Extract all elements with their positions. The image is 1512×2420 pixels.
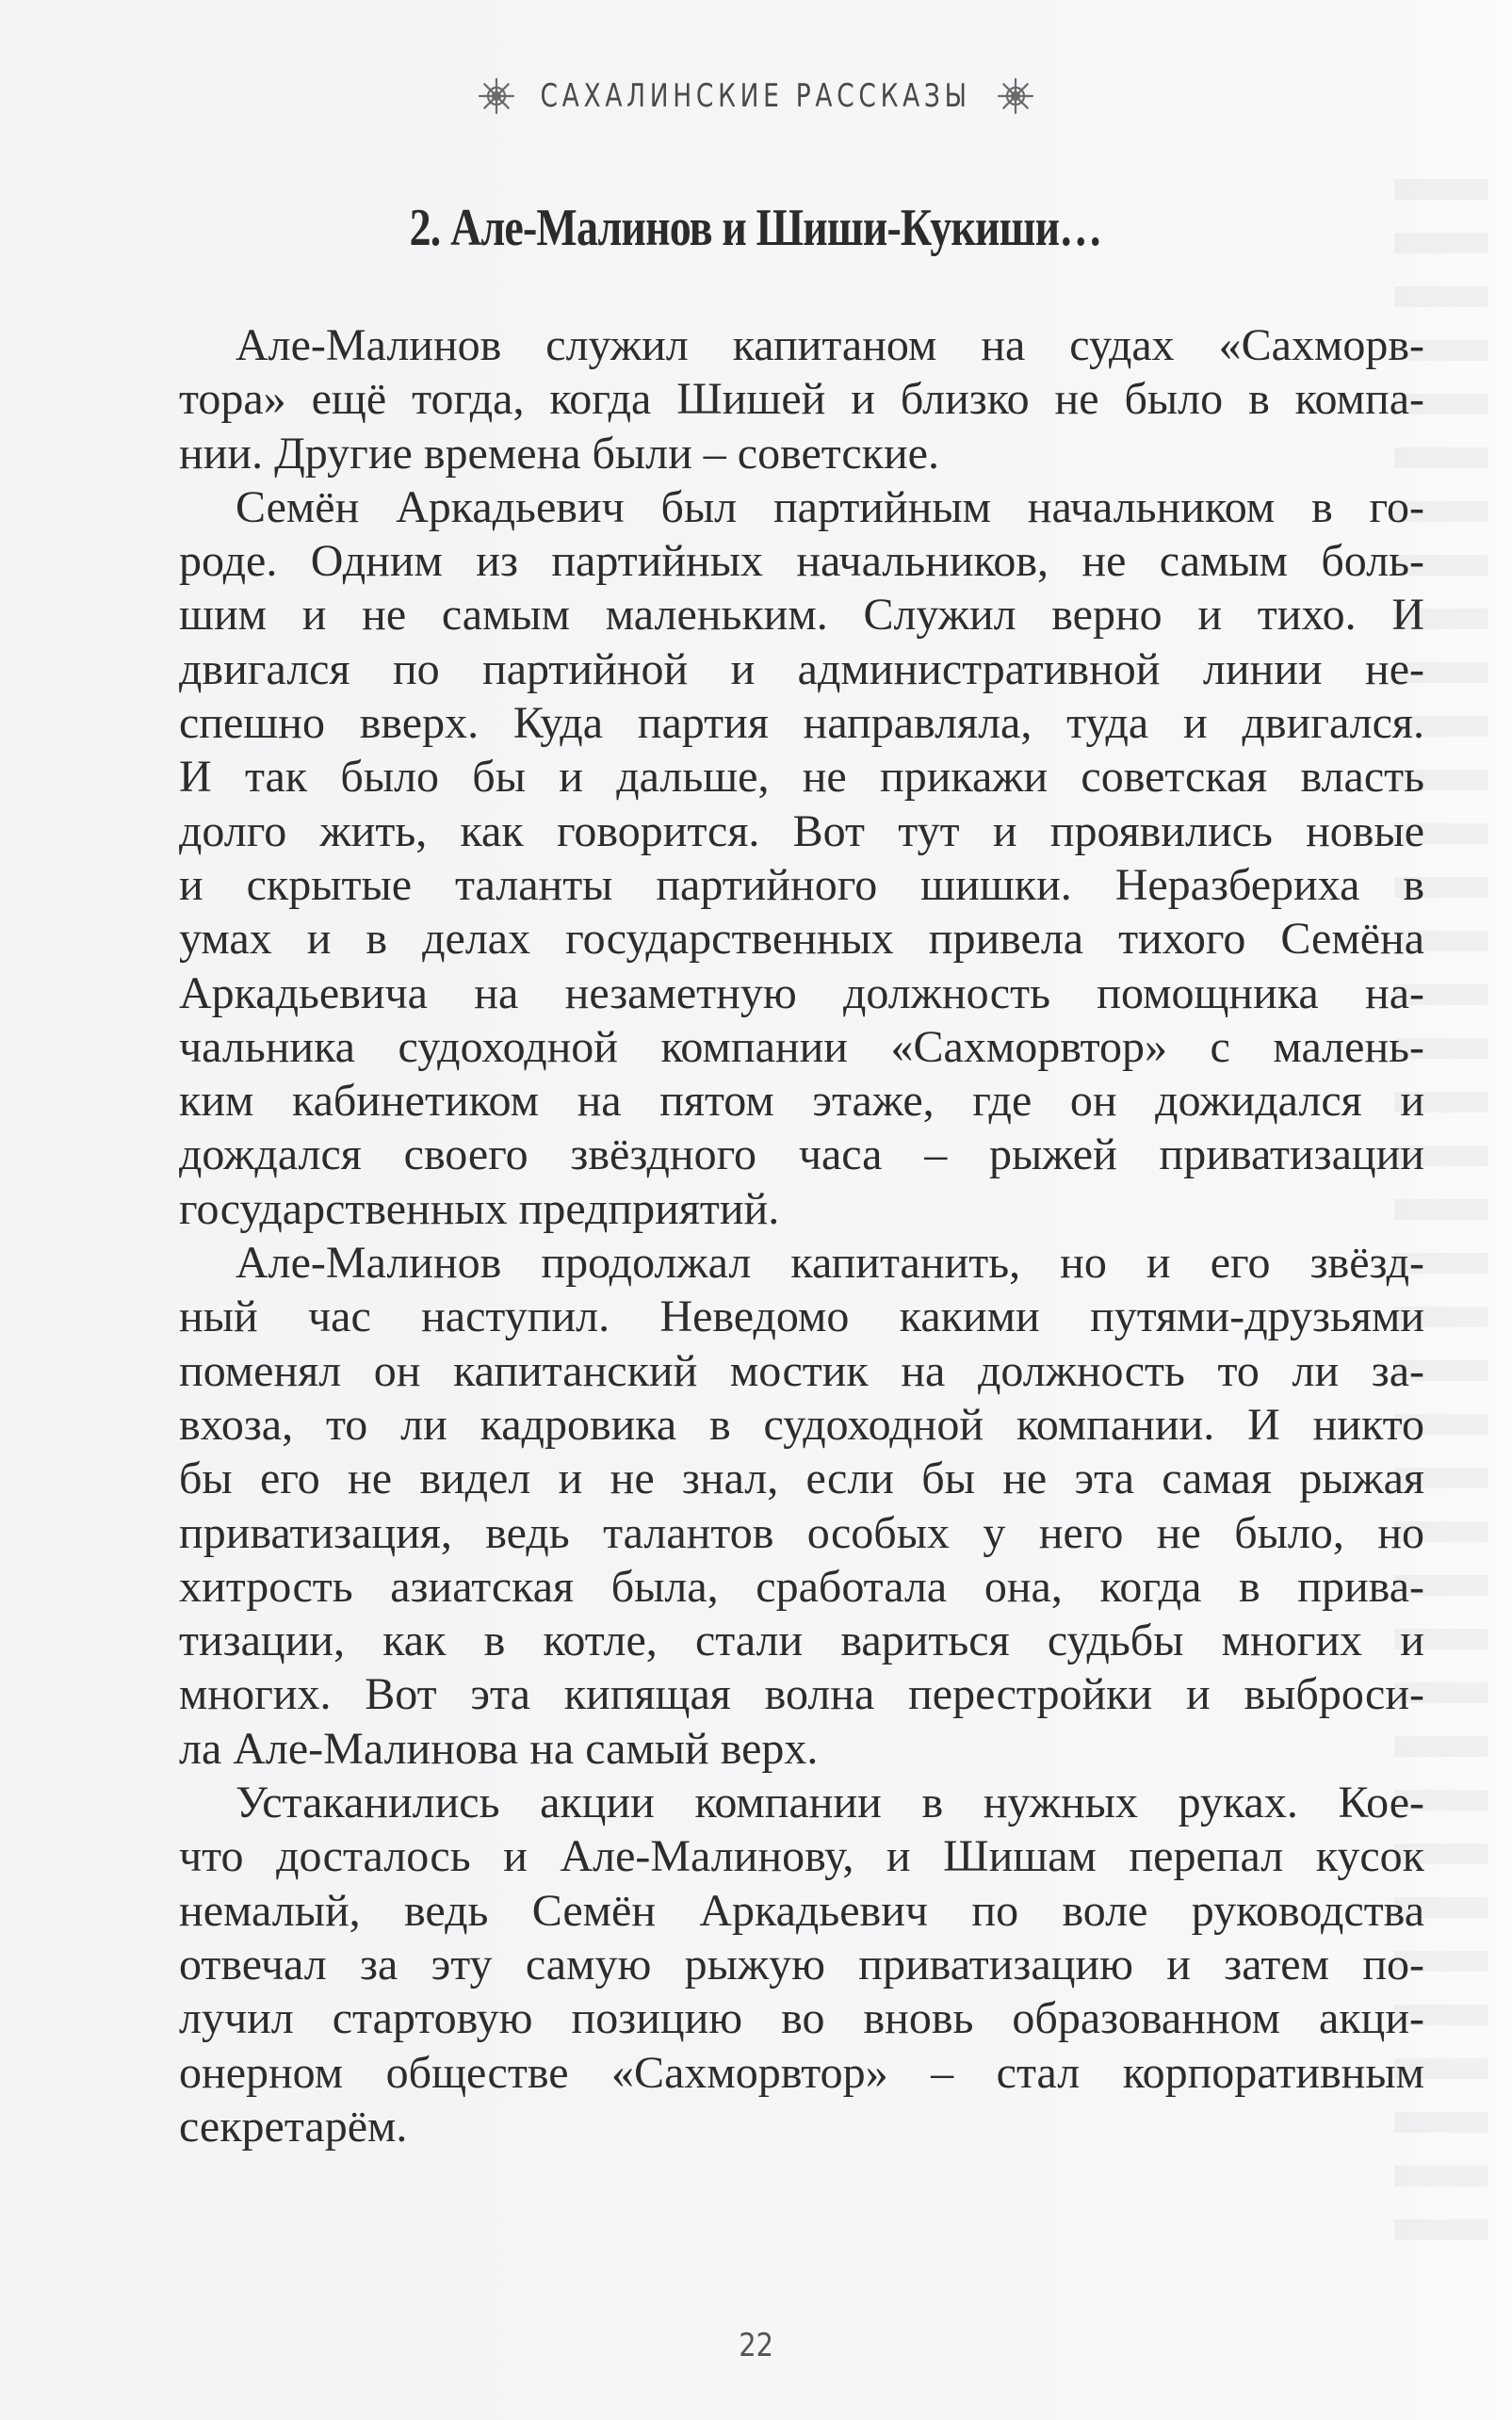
text-line: роде. Одним из партийных начальников, не самым боль- <box>179 536 1424 587</box>
text-line: Семён Аркадьевич был партийным начальником в го- <box>236 481 1424 532</box>
chapter-title <box>0 198 1512 258</box>
text-line: тора» ещё тогда, когда Шишей и близко не было в компа- <box>179 374 1424 425</box>
text-line: Устаканились акции компании в нужных руках. Кое- <box>236 1778 1424 1828</box>
text-line: нии. Другие времена были – советские. <box>179 428 939 479</box>
text-line: тизации, как в котле, стали вариться судьбы многих и <box>179 1616 1424 1666</box>
text-line: Але-Малинов продолжал капитанить, но и его звёзд- <box>236 1238 1424 1289</box>
page-number <box>0 2327 1512 2364</box>
text-line: онерном обществе «Сахморвтор» – стал корпоративным <box>179 2047 1424 2098</box>
text-line: ким кабинетиком на пятом этаже, где он дожидался и <box>179 1076 1424 1127</box>
ship-wheel-icon <box>478 77 515 115</box>
text-line: лучил стартовую позицию во вновь образованном акци- <box>179 1993 1424 2044</box>
text-line: вхоза, то ли кадровика в судоходной компании. И никто <box>179 1399 1424 1450</box>
running-head-title: САХАЛИНСКИЕ РАССКАЗЫ <box>540 77 972 115</box>
text-line: секретарём. <box>179 2101 408 2152</box>
text-line: Але-Малинов служил капитаном на судах «Сахморв- <box>236 320 1424 370</box>
text-line: государственных предприятий. <box>179 1183 780 1234</box>
ship-wheel-icon <box>997 77 1034 115</box>
text-line: двигался по партийной и административной линии не- <box>179 643 1424 694</box>
text-line: приватизация, ведь талантов особых у него не было, но <box>179 1507 1424 1558</box>
text-line: И так было бы и дальше, не прикажи советская власть <box>179 752 1424 803</box>
text-line: ный час наступил. Неведомо какими путями-друзьями <box>179 1291 1424 1342</box>
text-line: многих. Вот эта кипящая волна перестройки и выброси- <box>179 1669 1424 1720</box>
text-line: хитрость азиатская была, сработала она, когда в прива- <box>179 1561 1424 1612</box>
chapter-title-text: 2. Але-Малинов и Шиши-Кукиши… <box>410 199 1102 257</box>
text-line: долго жить, как говорится. Вот тут и проявились новые <box>179 805 1424 856</box>
running-head <box>0 77 1512 115</box>
text-line: отвечал за эту самую рыжую приватизацию и затем по- <box>179 1939 1424 1990</box>
text-line: чальника судоходной компании «Сахморвтор» с малень- <box>179 1021 1424 1072</box>
text-line: Аркадьевича на незаметную должность помощника на- <box>179 967 1424 1018</box>
text-line: немалый, ведь Семён Аркадьевич по воле руководства <box>179 1885 1424 1936</box>
text-line: умах и в делах государственных привела тихого Семёна <box>179 914 1424 965</box>
text-line: поменял он капитанский мостик на должность то ли за- <box>179 1345 1424 1396</box>
text-line: дождался своего звёздного часа – рыжей приватизации <box>179 1129 1424 1180</box>
text-line: ла Але-Малинова на самый верх. <box>179 1723 819 1774</box>
page-number-text: 22 <box>739 2327 773 2364</box>
body-text <box>179 318 1424 2153</box>
text-line: спешно вверх. Куда партия направляла, туда и двигался. <box>179 698 1424 749</box>
text-line: шим и не самым маленьким. Служил верно и тихо. И <box>179 590 1424 641</box>
text-line: и скрытые таланты партийного шишки. Неразбериха в <box>179 859 1424 910</box>
text-line: бы его не видел и не знал, если бы не эта самая рыжая <box>179 1454 1424 1504</box>
text-line: что досталось и Але-Малинову, и Шишам перепал кусок <box>179 1831 1424 1882</box>
